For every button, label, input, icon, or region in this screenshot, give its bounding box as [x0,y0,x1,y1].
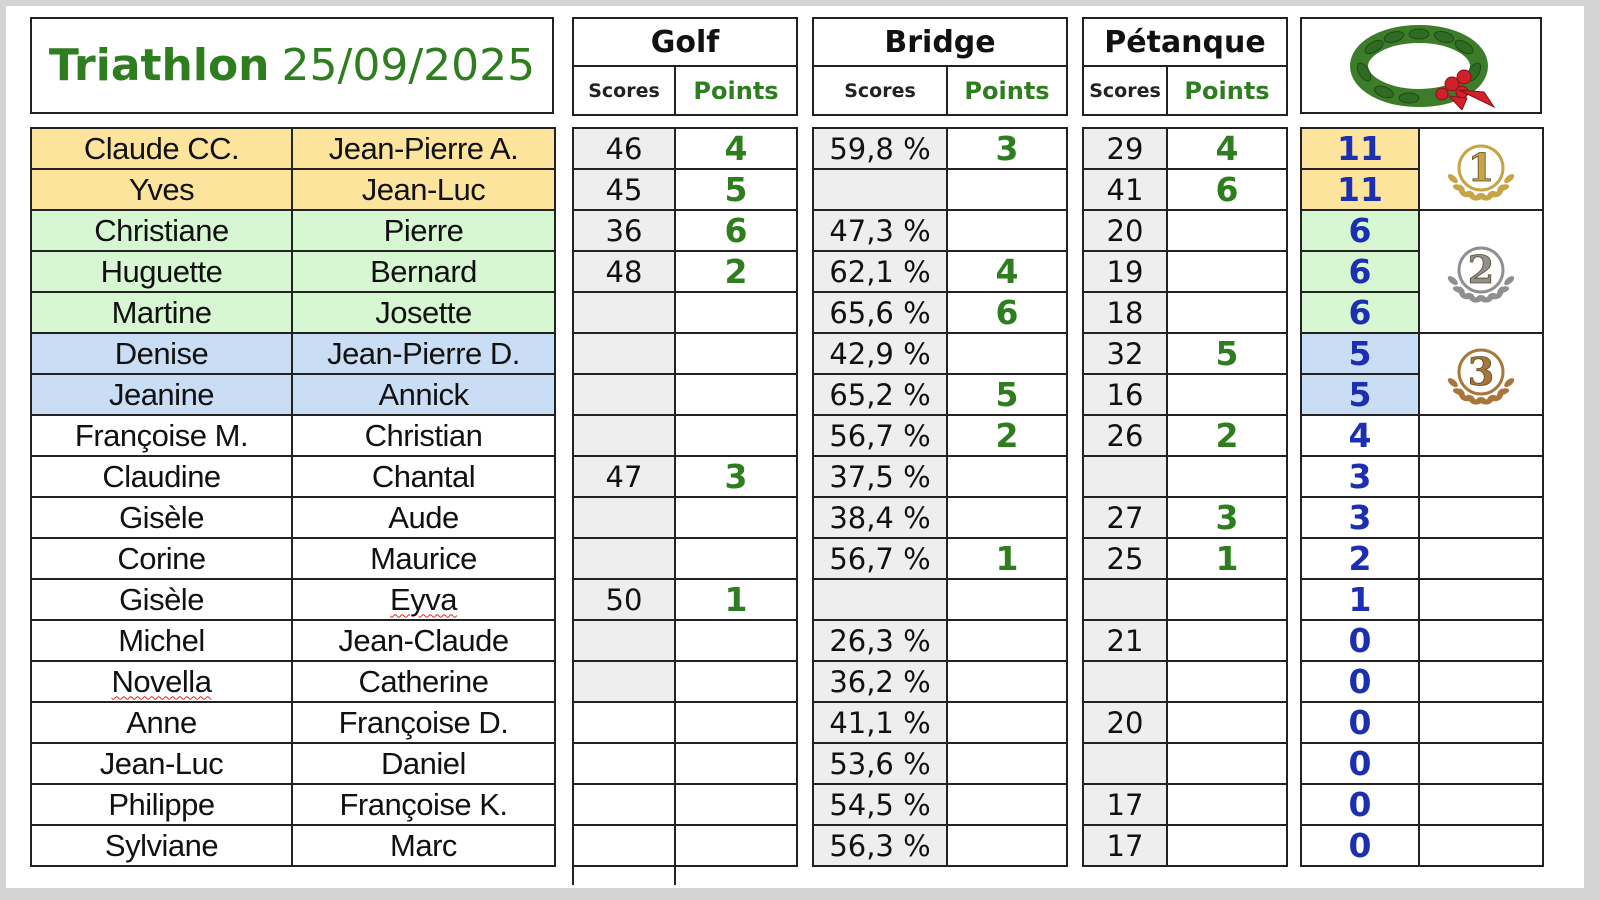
table-row [31,169,555,210]
bridge-score: 26,3 % [813,620,947,661]
table-row [31,825,555,866]
petanque-score: 25 [1083,538,1167,579]
total-points: 0 [1301,743,1419,784]
golf-points: 2 [675,251,797,292]
petanque-row [1083,374,1287,415]
golf-points [675,292,797,333]
bridge-points [947,825,1067,866]
table-row [31,743,555,784]
event-title-bridge: Bridge [813,18,1067,66]
empty-cell [1419,825,1543,866]
petanque-points [1167,661,1287,702]
golf-row [573,456,797,497]
title-box [30,17,554,114]
bridge-points [947,784,1067,825]
bridge-score: 38,4 % [813,497,947,538]
laurel-wreath-icon [1334,22,1504,110]
golf-score [573,374,675,415]
table-row [31,456,555,497]
petanque-points [1167,210,1287,251]
golf-points [675,415,797,456]
player-1-name: Huguette [31,251,292,292]
total-row [1301,538,1543,579]
golf-points [675,333,797,374]
petanque-header [1082,17,1288,116]
bridge-row [813,784,1067,825]
table-row [31,702,555,743]
table-row [31,620,555,661]
names-table [30,127,556,867]
golf-score: 50 [573,579,675,620]
petanque-row [1083,579,1287,620]
empty-cell [1419,538,1543,579]
bridge-points: 2 [947,415,1067,456]
golf-row [573,292,797,333]
player-2-name: Jean-Luc [292,169,555,210]
petanque-row [1083,702,1287,743]
golf-table [572,127,798,867]
player-1-name: Anne [31,702,292,743]
bridge-score: 56,3 % [813,825,947,866]
bridge-points [947,210,1067,251]
bridge-points [947,333,1067,374]
bridge-points: 1 [947,538,1067,579]
table-row [31,128,555,169]
table-row [31,538,555,579]
total-points: 6 [1301,210,1419,251]
petanque-points [1167,784,1287,825]
bridge-row [813,210,1067,251]
total-row [1301,784,1543,825]
player-2-name [292,579,555,620]
event-title-golf: Golf [573,18,797,66]
total-row [1301,620,1543,661]
bridge-row [813,538,1067,579]
golf-score [573,292,675,333]
bridge-points [947,702,1067,743]
bridge-row [813,579,1067,620]
golf-score: 48 [573,251,675,292]
bridge-score: 62,1 % [813,251,947,292]
petanque-score: 32 [1083,333,1167,374]
bridge-row [813,251,1067,292]
player-2-name: Christian [292,415,555,456]
total-points: 11 [1301,128,1419,169]
medal-rank: 2 [1467,247,1495,292]
golf-row [573,210,797,251]
spellcheck-mark: Eyva [390,581,457,617]
petanque-score: 19 [1083,251,1167,292]
empty-cell [1419,743,1543,784]
player-2-name: Daniel [292,743,555,784]
bridge-row [813,743,1067,784]
table-row [31,251,555,292]
golf-row [573,415,797,456]
total-points: 0 [1301,702,1419,743]
player-1-name: Christiane [31,210,292,251]
total-points: 5 [1301,333,1419,374]
petanque-points [1167,456,1287,497]
petanque-score: 17 [1083,825,1167,866]
petanque-row [1083,128,1287,169]
golf-row [573,743,797,784]
title-date: 25/09/2025 [281,40,536,91]
empty-cell [1419,415,1543,456]
golf-points [675,661,797,702]
player-1-name: Sylviane [31,825,292,866]
player-2-name: Jean-Pierre A. [292,128,555,169]
player-1-name: Françoise M. [31,415,292,456]
petanque-row [1083,251,1287,292]
empty-cell [1419,620,1543,661]
player-1-name [31,661,292,702]
table-row [31,333,555,374]
petanque-points [1167,579,1287,620]
empty-cell [1419,579,1543,620]
bridge-score [813,579,947,620]
bridge-points: 3 [947,128,1067,169]
total-points: 5 [1301,374,1419,415]
golf-score [573,538,675,579]
total-row [1301,661,1543,702]
golf-row [573,538,797,579]
golf-score: 46 [573,128,675,169]
golf-points [675,497,797,538]
bridge-points [947,620,1067,661]
total-row [1301,702,1543,743]
golf-row [573,825,797,866]
bridge-row [813,169,1067,210]
player-1-name: Martine [31,292,292,333]
petanque-score: 21 [1083,620,1167,661]
petanque-points [1167,620,1287,661]
player-2-name: Josette [292,292,555,333]
golf-score [573,620,675,661]
golf-points: 3 [675,456,797,497]
table-row [31,374,555,415]
petanque-points [1167,743,1287,784]
petanque-table [1082,127,1288,867]
petanque-scores-header: Scores [1083,66,1167,115]
golf-row [573,620,797,661]
golf-score: 45 [573,169,675,210]
petanque-points [1167,702,1287,743]
golf-points [675,825,797,866]
player-2-name: Marc [292,825,555,866]
bridge-points: 4 [947,251,1067,292]
bridge-points [947,497,1067,538]
bridge-row [813,333,1067,374]
bridge-score: 54,5 % [813,784,947,825]
petanque-row [1083,456,1287,497]
petanque-row [1083,784,1287,825]
player-1-name: Michel [31,620,292,661]
golf-row [573,702,797,743]
total-points: 4 [1301,415,1419,456]
player-1-name: Gisèle [31,579,292,620]
bridge-points-header: Points [947,66,1067,115]
spellcheck-mark: Novella [111,663,212,699]
bridge-points [947,579,1067,620]
golf-points [675,743,797,784]
player-2-name: Maurice [292,538,555,579]
total-row [1301,497,1543,538]
total-points: 3 [1301,456,1419,497]
table-row [31,497,555,538]
petanque-row [1083,497,1287,538]
golf-points: 1 [675,579,797,620]
total-points: 0 [1301,620,1419,661]
total-points: 6 [1301,292,1419,333]
petanque-score [1083,456,1167,497]
petanque-row [1083,415,1287,456]
golf-row [573,128,797,169]
bridge-score: 59,8 % [813,128,947,169]
bridge-row [813,456,1067,497]
petanque-score [1083,579,1167,620]
total-row [1301,415,1543,456]
player-1-name: Corine [31,538,292,579]
petanque-row [1083,169,1287,210]
golf-points [675,374,797,415]
medal-rank: 1 [1467,145,1495,190]
golf-points: 6 [675,210,797,251]
golf-divider-line-2 [674,855,676,885]
player-1-name: Claudine [31,456,292,497]
scoresheet [6,6,1584,888]
bridge-score: 47,3 % [813,210,947,251]
player-2-name: Françoise D. [292,702,555,743]
bridge-header [812,17,1068,116]
golf-score [573,825,675,866]
golf-score [573,702,675,743]
total-row [1301,579,1543,620]
medal-1-icon [1426,132,1536,206]
total-row [1301,743,1543,784]
table-row [31,661,555,702]
player-1-name: Jeanine [31,374,292,415]
golf-divider-line [572,855,574,885]
petanque-score: 18 [1083,292,1167,333]
empty-cell [1419,661,1543,702]
golf-score [573,661,675,702]
total-points: 1 [1301,579,1419,620]
bridge-score: 41,1 % [813,702,947,743]
petanque-score [1083,661,1167,702]
player-2-name: Jean-Pierre D. [292,333,555,374]
golf-score: 47 [573,456,675,497]
petanque-score: 29 [1083,128,1167,169]
bridge-points: 5 [947,374,1067,415]
bridge-row [813,620,1067,661]
petanque-score: 20 [1083,210,1167,251]
bridge-row [813,825,1067,866]
golf-score [573,333,675,374]
bridge-score [813,169,947,210]
bridge-row [813,415,1067,456]
bridge-scores-header: Scores [813,66,947,115]
total-row [1301,456,1543,497]
total-points: 2 [1301,538,1419,579]
total-points: 0 [1301,661,1419,702]
medal-2-icon [1426,234,1536,308]
petanque-row [1083,333,1287,374]
bridge-row [813,497,1067,538]
petanque-points-header: Points [1167,66,1287,115]
petanque-row [1083,661,1287,702]
table-row [31,579,555,620]
golf-header [572,17,798,116]
event-title-petanque: Pétanque [1083,18,1287,66]
petanque-score: 20 [1083,702,1167,743]
petanque-points: 1 [1167,538,1287,579]
petanque-row [1083,210,1287,251]
golf-points-header: Points [675,66,797,115]
golf-row [573,661,797,702]
golf-row [573,374,797,415]
petanque-points: 2 [1167,415,1287,456]
petanque-row [1083,538,1287,579]
player-2-name: Françoise K. [292,784,555,825]
golf-points [675,538,797,579]
golf-score [573,415,675,456]
petanque-points: 3 [1167,497,1287,538]
petanque-points [1167,825,1287,866]
petanque-row [1083,743,1287,784]
player-2-name: Chantal [292,456,555,497]
table-row [31,210,555,251]
petanque-row [1083,292,1287,333]
player-2-name: Catherine [292,661,555,702]
golf-row [573,251,797,292]
total-points: 6 [1301,251,1419,292]
petanque-score: 17 [1083,784,1167,825]
bridge-points [947,456,1067,497]
petanque-points [1167,374,1287,415]
petanque-score: 27 [1083,497,1167,538]
golf-score: 36 [573,210,675,251]
total-points: 0 [1301,784,1419,825]
golf-row [573,333,797,374]
bridge-row [813,128,1067,169]
bridge-points [947,661,1067,702]
golf-points: 4 [675,128,797,169]
player-2-name: Aude [292,497,555,538]
empty-cell [1419,702,1543,743]
petanque-score: 16 [1083,374,1167,415]
golf-score [573,784,675,825]
bridge-score: 53,6 % [813,743,947,784]
player-1-name: Claude CC. [31,128,292,169]
golf-points [675,702,797,743]
empty-cell [1419,456,1543,497]
bridge-score: 42,9 % [813,333,947,374]
golf-score [573,743,675,784]
golf-points [675,620,797,661]
title-word: Triathlon [48,40,270,91]
total-points: 0 [1301,825,1419,866]
empty-cell [1419,784,1543,825]
player-1-name: Yves [31,169,292,210]
medal-3-icon [1426,336,1536,410]
bridge-score: 37,5 % [813,456,947,497]
bridge-table [812,127,1068,867]
bridge-score: 36,2 % [813,661,947,702]
bridge-row [813,702,1067,743]
total-row [1301,825,1543,866]
player-1-name: Philippe [31,784,292,825]
bridge-points: 6 [947,292,1067,333]
player-1-name: Jean-Luc [31,743,292,784]
petanque-points: 5 [1167,333,1287,374]
player-1-name: Denise [31,333,292,374]
petanque-points [1167,292,1287,333]
golf-score [573,497,675,538]
petanque-points: 4 [1167,128,1287,169]
bridge-points [947,169,1067,210]
player-1-name: Gisèle [31,497,292,538]
golf-row [573,784,797,825]
petanque-score [1083,743,1167,784]
petanque-row [1083,825,1287,866]
bridge-row [813,292,1067,333]
table-row [31,292,555,333]
bridge-score: 65,6 % [813,292,947,333]
golf-row [573,169,797,210]
bridge-points [947,743,1067,784]
bridge-row [813,374,1067,415]
medal-rank: 3 [1467,349,1495,394]
total-points: 11 [1301,169,1419,210]
golf-scores-header: Scores [573,66,675,115]
total-points: 3 [1301,497,1419,538]
petanque-points: 6 [1167,169,1287,210]
bridge-score: 56,7 % [813,538,947,579]
player-2-name: Pierre [292,210,555,251]
table-row [31,415,555,456]
bridge-score: 65,2 % [813,374,947,415]
wreath-box [1300,17,1542,114]
petanque-score: 41 [1083,169,1167,210]
player-2-name: Annick [292,374,555,415]
page-title [32,19,552,112]
empty-cell [1419,497,1543,538]
golf-points [675,784,797,825]
table-row [31,784,555,825]
player-2-name: Jean-Claude [292,620,555,661]
golf-row [573,497,797,538]
petanque-score: 26 [1083,415,1167,456]
bridge-row [813,661,1067,702]
golf-points: 5 [675,169,797,210]
golf-row [573,579,797,620]
petanque-row [1083,620,1287,661]
player-2-name: Bernard [292,251,555,292]
bridge-score: 56,7 % [813,415,947,456]
petanque-points [1167,251,1287,292]
